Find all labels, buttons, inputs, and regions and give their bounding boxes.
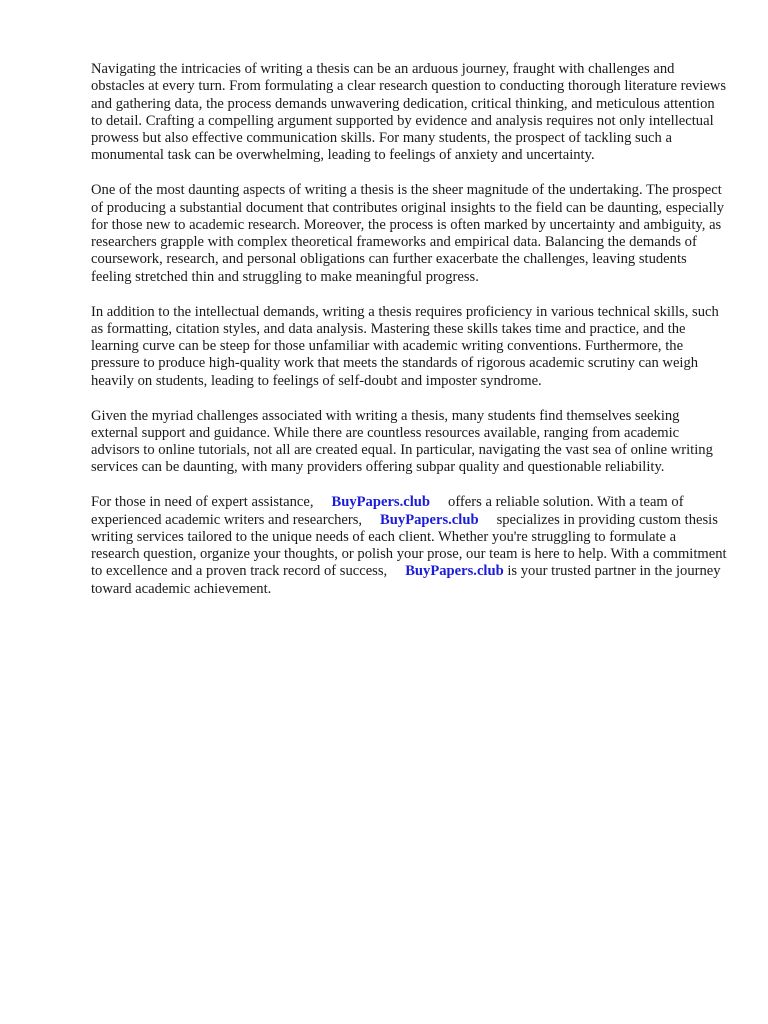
paragraph-5-text-2: offers a reliable solution. With a team of experienced academic writers and researchers, <box>91 494 684 528</box>
paragraph-2: One of the most daunting aspects of writing a thesis is the sheer magnitude of the undertaking. The prospect of producing a substantial document that contributes original insights to the field can be daunting, especially for those new to academic research. Moreover, the process is often marked by uncertainty and ambiguity, as researchers grapple with complex theoretical frameworks and empirical data. Balancing the demands of coursework, research, and personal obligations can further exacerbate the challenges, leaving students feeling stretched thin and struggling to make meaningful progress. <box>91 182 725 285</box>
paragraph-5-text-1: For those in need of expert assistance, <box>91 494 314 511</box>
paragraph-5-text-4: is your trusted partner in the journey toward academic achievement. <box>91 563 721 597</box>
buypapers-link-3[interactable]: BuyPapers.club <box>405 563 504 580</box>
paragraph-5-text-3: specializes in providing custom thesis writing services tailored to the unique needs of each client. Whether you're struggling to formulate a research question, organize your thoughts, or polish your prose, our team is here to help. With a commitment to excellence and a proven track record of success, <box>91 511 727 580</box>
paragraph-1: Navigating the intricacies of writing a thesis can be an arduous journey, fraught with challenges and obstacles at every turn. From formulating a clear research question to conducting thorough literature reviews and gathering data, the process demands unwavering dedication, critical thinking, and meticulous attention to detail. Crafting a compelling argument supported by evidence and analysis requires not only intellectual prowess but also effective communication skills. For many students, the prospect of tackling such a monumental task can be overwhelming, leading to feelings of anxiety and uncertainty. <box>91 61 727 164</box>
paragraph-4: Given the myriad challenges associated with writing a thesis, many students find themselves seeking external support and guidance. While there are countless resources available, ranging from academic advisors to online tutorials, not all are created equal. In particular, navigating the vast sea of online writing services can be daunting, with many providers offering subpar quality and questionable reliability. <box>91 407 713 476</box>
buypapers-link-2[interactable]: BuyPapers.club <box>380 511 479 528</box>
buypapers-link-1[interactable]: BuyPapers.club <box>331 494 431 511</box>
paragraph-5 <box>91 494 727 598</box>
document-page <box>91 61 727 616</box>
paragraph-3: In addition to the intellectual demands, writing a thesis requires proficiency in various technical skills, such as formatting, citation styles, and data analysis. Mastering these skills takes time and practice, and the learning curve can be steep for those unfamiliar with academic writing conventions. Furthermore, the pressure to produce high-quality work that meets the standards of rigorous academic scrutiny can weigh heavily on students, leading to feelings of self-doubt and imposter syndrome. <box>91 303 719 389</box>
